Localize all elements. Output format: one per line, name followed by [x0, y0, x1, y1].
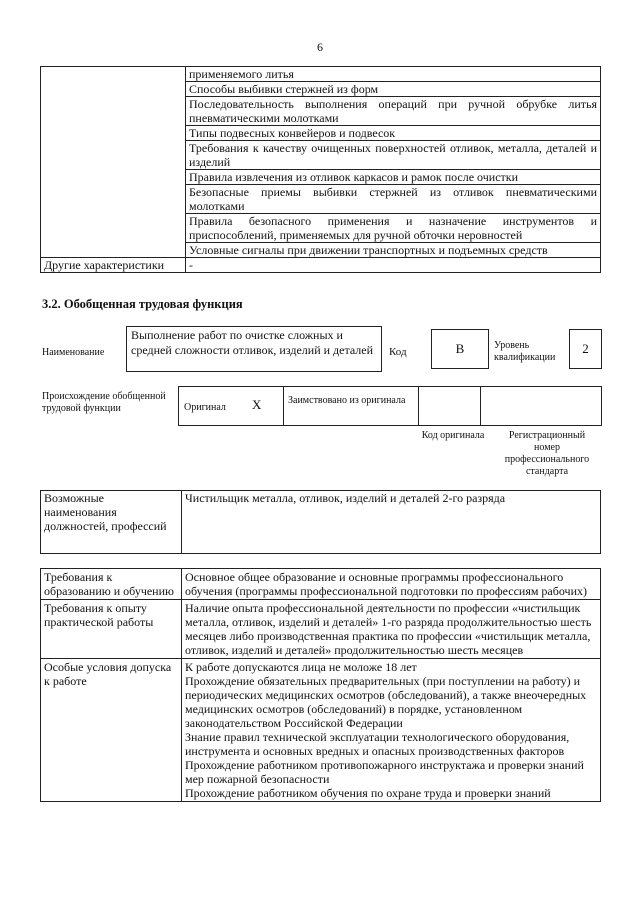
origin-row [178, 386, 602, 426]
req-line: Прохождение обязательных предварительных (при поступлении на работу) и периодических медицинских осмотров (обследований), а также внеочередных медицинских осмотров (обследований) в порядке, установленном законодательством Российской Федерации [185, 674, 587, 730]
table-cell: Безопасные приемы выбивки стержней из отливок пневматическими молотками [186, 185, 601, 214]
table-cell: Правила извлечения из отливок каркасов и рамок после очистки [186, 170, 601, 185]
code-label: Код [389, 346, 407, 358]
table-row [41, 258, 601, 273]
table-row [41, 491, 601, 554]
req-line: Прохождение работником обучения по охране труда и проверки знаний [185, 786, 551, 800]
table-cell: Последовательность выполнения операций при ручной обрубке литья пневматическими молотками [186, 97, 601, 126]
req-label: Особые условия допуска к работе [41, 659, 182, 802]
code-original-cell [418, 386, 481, 426]
origin-label: Происхождение обобщенной трудовой функции [42, 391, 166, 414]
code-original-caption: Код оригинала [421, 430, 485, 441]
req-line: Знание правил технической эксплуатации технологического оборудования, инструмента и основных вредных и опасных производственных факторов [185, 730, 570, 758]
other-value: - [186, 258, 601, 273]
positions-label: Возможные наименования должностей, профессий [41, 491, 182, 554]
level-value: 2 [569, 329, 602, 369]
req-line: Основное общее образование и основные программы профессионального обучения (программы профессиональной подготовки по профессиям рабочих) [185, 570, 587, 598]
level-label: Уровень квалификации [494, 340, 556, 363]
knowledge-table [40, 66, 601, 273]
req-label: Требования к опыту практической работы [41, 600, 182, 659]
table-row [41, 569, 601, 600]
positions-value: Чистильщик металла, отливок, изделий и деталей 2-го разряда [182, 491, 601, 554]
name-label: Наименование [42, 347, 105, 358]
code-value: B [431, 329, 489, 369]
table-cell: Типы подвесных конвейеров и подвесок [186, 126, 601, 141]
req-line: Прохождение работником противопожарного инструктажа и проверки знаний мер пожарной безопасности [185, 758, 584, 786]
table-cell: Способы выбивки стержней из форм [186, 82, 601, 97]
table-row [41, 67, 601, 82]
table-cell: Условные сигналы при движении транспортных и подъемных средств [186, 243, 601, 258]
borrowed-label: Заимствовано из оригинала [288, 395, 406, 406]
original-label: Оригинал [184, 402, 226, 413]
req-line: К работе допускаются лица не моложе 18 лет [185, 660, 417, 674]
table-cell: Требования к качеству очищенных поверхностей отливок, металла, деталей и изделий [186, 141, 601, 170]
reg-number-caption: Регистрационный номер профессионального стандарта [504, 430, 590, 477]
table-row [41, 659, 601, 802]
positions-table [40, 490, 601, 554]
other-label: Другие характеристики [41, 258, 186, 273]
table-row [41, 600, 601, 659]
original-mark: X [252, 397, 262, 412]
section-title: 3.2. Обобщенная трудовая функция [42, 297, 243, 311]
req-label: Требования к образованию и обучению [41, 569, 182, 600]
req-line: Наличие опыта профессиональной деятельности по профессии «чистильщик металла, отливок, изделий и деталей» 1-го разряда продолжительностью шесть месяцев либо производственная практика по профессии «чистильщик металла, отливок, изделий и деталей» продолжительностью шесть месяцев [185, 601, 592, 657]
table-cell: Правила безопасного применения и назначение инструментов и приспособлений, применяемых для ручной обточки неровностей [186, 214, 601, 243]
table-cell: применяемого литья [186, 67, 601, 82]
requirements-table [40, 568, 601, 802]
reg-number-cell [480, 386, 602, 426]
page-number: 6 [317, 40, 323, 54]
name-value: Выполнение работ по очистке сложных и средней сложности отливок, изделий и деталей [126, 326, 382, 372]
